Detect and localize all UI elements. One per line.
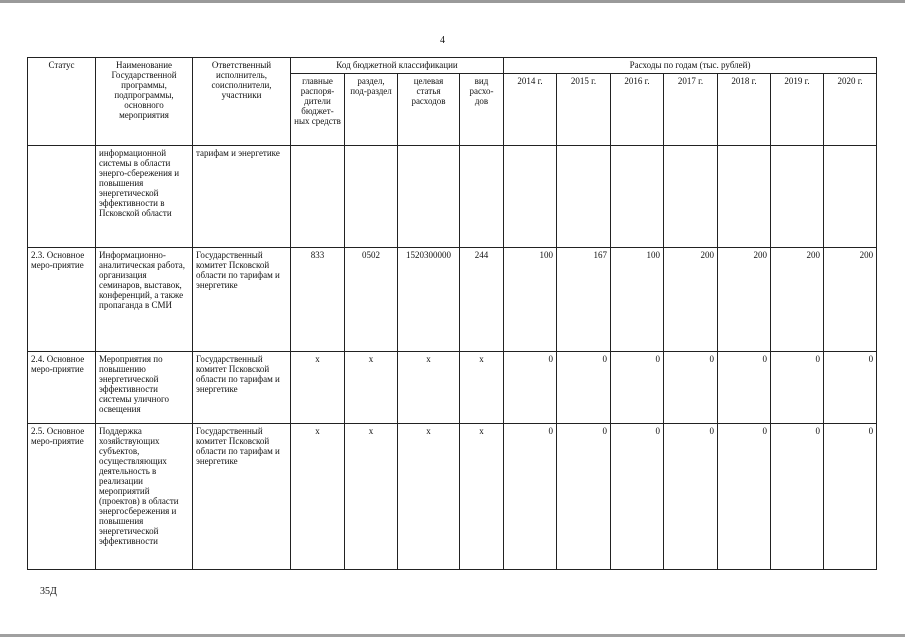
row-csr: 1520300000 (398, 248, 460, 352)
row-status (28, 146, 96, 248)
header-year-2016: 2016 г. (611, 74, 664, 146)
row-value-2020: 200 (824, 248, 877, 352)
header-name: Наименование Государственной программы, подпрограммы, основного мероприятия (96, 58, 193, 146)
row-value-2017: 0 (664, 352, 718, 424)
row-vr (460, 146, 504, 248)
page-number: 4 (440, 35, 445, 46)
row-value-2019: 0 (771, 424, 824, 570)
row-status: 2.3. Основное меро-приятие (28, 248, 96, 352)
row-value-2018: 200 (718, 248, 771, 352)
row-value-2014: 0 (504, 424, 557, 570)
header-razdel: раздел, под-раздел (345, 74, 398, 146)
header-vr: вид расхо-дов (460, 74, 504, 146)
row-name: Мероприятия по повышению энергетической эффективности системы уличного освещения (96, 352, 193, 424)
row-csr (398, 146, 460, 248)
row-name: Поддержка хозяйствующих субъектов, осуществляющих деятельность в реализации мероприятий (проектов) в области энергосбережения и повышения энергетической эффективности (96, 424, 193, 570)
table-row (28, 424, 877, 570)
row-razdel: x (345, 352, 398, 424)
row-grbs (291, 146, 345, 248)
row-name: информационной системы в области энерго-сбережения и повышения энергетической эффективности в Псковской области (96, 146, 193, 248)
header-year-2014: 2014 г. (504, 74, 557, 146)
row-value-2016: 0 (611, 424, 664, 570)
footer-code: 35Д (40, 586, 57, 597)
row-responsible: Государственный комитет Псковской области по тарифам и энергетике (193, 424, 291, 570)
scan-edge-bottom (0, 634, 905, 637)
header-year-2015: 2015 г. (557, 74, 611, 146)
row-responsible: тарифам и энергетике (193, 146, 291, 248)
row-value-2019 (771, 146, 824, 248)
row-value-2020: 0 (824, 424, 877, 570)
header-responsible: Ответственный исполнитель, соисполнители, участники (193, 58, 291, 146)
row-value-2014: 100 (504, 248, 557, 352)
row-value-2018: 0 (718, 424, 771, 570)
budget-table (27, 57, 877, 570)
header-year-2017: 2017 г. (664, 74, 718, 146)
row-value-2015 (557, 146, 611, 248)
row-value-2017 (664, 146, 718, 248)
header-csr: целевая статья расходов (398, 74, 460, 146)
row-responsible: Государственный комитет Псковской области по тарифам и энергетике (193, 248, 291, 352)
scan-edge-top (0, 0, 905, 3)
row-vr: x (460, 352, 504, 424)
row-value-2018 (718, 146, 771, 248)
row-value-2015: 167 (557, 248, 611, 352)
row-value-2019: 200 (771, 248, 824, 352)
row-responsible: Государственный комитет Псковской области по тарифам и энергетике (193, 352, 291, 424)
row-value-2020: 0 (824, 352, 877, 424)
table-row (28, 248, 877, 352)
header-year-2019: 2019 г. (771, 74, 824, 146)
table-row (28, 146, 877, 248)
row-value-2019: 0 (771, 352, 824, 424)
table-row (28, 352, 877, 424)
row-value-2016: 0 (611, 352, 664, 424)
row-value-2016 (611, 146, 664, 248)
row-razdel: 0502 (345, 248, 398, 352)
row-value-2016: 100 (611, 248, 664, 352)
header-expenses: Расходы по годам (тыс. рублей) (504, 58, 877, 74)
row-grbs: x (291, 352, 345, 424)
header-year-2020: 2020 г. (824, 74, 877, 146)
row-vr: x (460, 424, 504, 570)
row-status: 2.5. Основное меро-приятие (28, 424, 96, 570)
header-status: Статус (28, 58, 96, 146)
row-vr: 244 (460, 248, 504, 352)
row-grbs: x (291, 424, 345, 570)
row-value-2017: 200 (664, 248, 718, 352)
header-year-2018: 2018 г. (718, 74, 771, 146)
row-value-2014 (504, 146, 557, 248)
header-grbs: главные распоря-дители бюджет-ных средств (291, 74, 345, 146)
row-csr: x (398, 352, 460, 424)
row-grbs: 833 (291, 248, 345, 352)
header-budget-code: Код бюджетной классификации (291, 58, 504, 74)
row-value-2015: 0 (557, 352, 611, 424)
row-name: Информационно-аналитическая работа, организация семинаров, выставок, конференций, а также пропаганда в СМИ (96, 248, 193, 352)
row-razdel: x (345, 424, 398, 570)
row-status: 2.4. Основное меро-приятие (28, 352, 96, 424)
row-csr: x (398, 424, 460, 570)
row-value-2020 (824, 146, 877, 248)
row-value-2015: 0 (557, 424, 611, 570)
row-value-2018: 0 (718, 352, 771, 424)
header-row-1 (28, 58, 877, 74)
row-razdel (345, 146, 398, 248)
row-value-2017: 0 (664, 424, 718, 570)
row-value-2014: 0 (504, 352, 557, 424)
